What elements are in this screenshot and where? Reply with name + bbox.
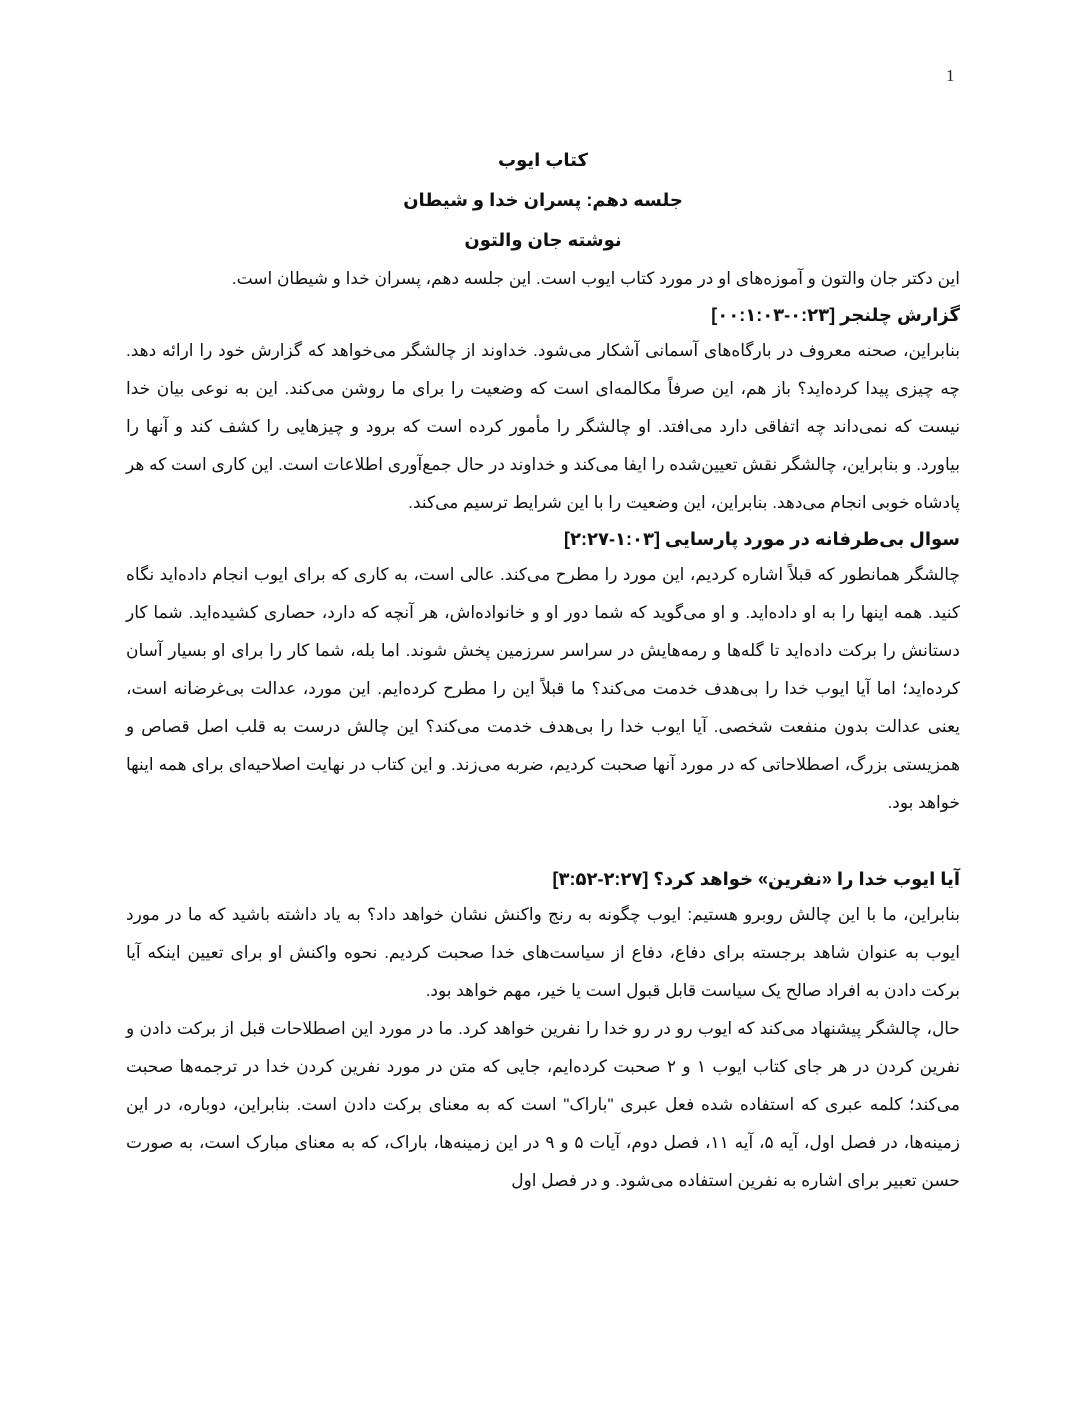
paragraph: بنابراین، ما با این چالش روبرو هستیم: ایوب چگونه به رنج واکنش نشان خواهد داد؟ به یاد داشته باشید که ما در مورد ایوب به عنوان شاهد برجسته برای دفاع، دفاع از سیاست‌های خدا صحبت کردیم. نحوه واکنش او برای تعیین اینکه آیا برکت دادن به افراد صالح یک سیاست قابل قبول است یا خیر، مهم خواهد بود. bbox=[126, 905, 960, 1000]
author-line: نوشته جان والتون bbox=[464, 230, 622, 250]
section-heading-curse-god: آیا ایوب خدا را «نفرین» خواهد کرد؟ [۲:۲۷-۳:۵۲] bbox=[552, 869, 960, 889]
book-title: کتاب ایوب bbox=[498, 150, 588, 170]
paragraph: بنابراین، صحنه معروف در بارگاه‌های آسمانی آشکار می‌شود. خداوند از چالشگر می‌خواهد که گزارش خود را ارائه دهد. چه چیزی پیدا کرده‌اید؟ باز هم، این صرفاً مکالمه‌ای است که وضعیت را برای ما روشن می‌کند. این به نوعی بیان خدا نیست که نمی‌داند چه اتفاقی دارد می‌افتد. او چالشگر را مأمور کرده است که برود و چیزهایی را کشف کند و آنها را بیاورد. و بنابراین، چالشگر نقش تعیین‌شده را ایفا می‌کند و خداوند در حال جمع‌آوری اطلاعات است. این کاری است که هر پادشاه خوبی انجام می‌دهد. بنابراین، این وضعیت را با این شرایط ترسیم می‌کند. bbox=[126, 341, 960, 512]
spacer bbox=[126, 822, 960, 862]
session-title: جلسه دهم: پسران خدا و شیطان bbox=[403, 190, 683, 210]
section-heading-disinterested-righteousness: سوال بی‌طرفانه در مورد پارسایی [۱:۰۳-۲:۲۷] bbox=[564, 529, 960, 549]
paragraph: حال، چالشگر پیشنهاد می‌کند که ایوب رو در رو خدا را نفرین خواهد کرد. ما در مورد این اصطلاحات قبل از برکت دادن و نفرین کردن در هر جای کتاب ایوب ۱ و ۲ صحبت کرده‌ایم، جایی که متن در مورد نفرین کردن خدا در ترجمه‌ها صحبت می‌کند؛ کلمه عبری که استفاده شده فعل عبری "باراک" است که به معنای برکت دادن است. بنابراین، دوباره، در این زمینه‌ها، در فصل اول، آیه ۵، آیه ۱۱، فصل دوم، آیات ۵ و ۹ در این زمینه‌ها، باراک، که به معنای مبارک است، به صورت حسن تعبیر برای اشاره به نفرین استفاده می‌شود. و در فصل اول bbox=[126, 1019, 961, 1190]
document-body bbox=[126, 140, 960, 1200]
intro-paragraph: این دکتر جان والتون و آموزه‌های او در مورد کتاب ایوب است. این جلسه دهم، پسران خدا و شیطان است. bbox=[231, 269, 960, 288]
page-number: 1 bbox=[946, 66, 955, 85]
section-heading-challenger-report: گزارش چلنجر [۰:۲۳-۰۰:۱:۰۳] bbox=[711, 305, 960, 325]
paragraph: چالشگر همانطور که قبلاً اشاره کردیم، این مورد را مطرح می‌کند. عالی است، به کاری که برای ایوب انجام داده‌اید نگاه کنید. همه اینها را به او داده‌اید. و او می‌گوید که شما دور او و خانواده‌اش، هر آنچه که دارد، حصاری کشیده‌اید. شما کار دستانش را برکت داده‌اید تا گله‌ها و رمه‌هایش در سراسر سرزمین پخش شوند. اما بله، شما کار را برای او بسیار آسان کرده‌اید؛ اما آیا ایوب خدا را بی‌هدف خدمت می‌کند؟ ما قبلاً این را مطرح کرده‌ایم. این مورد، عدالت بی‌غرضانه است، یعنی عدالت بدون منفعت شخصی. آیا ایوب خدا را بی‌هدف خدمت می‌کند؟ این چالش درست به قلب اصل قصاص و همزیستی بزرگ، اصطلاحاتی که در مورد آنها صحبت کردیم، ضربه می‌زند. و این کتاب در نهایت اصلاحیه‌ای برای همه اینها خواهد بود. bbox=[126, 565, 960, 812]
